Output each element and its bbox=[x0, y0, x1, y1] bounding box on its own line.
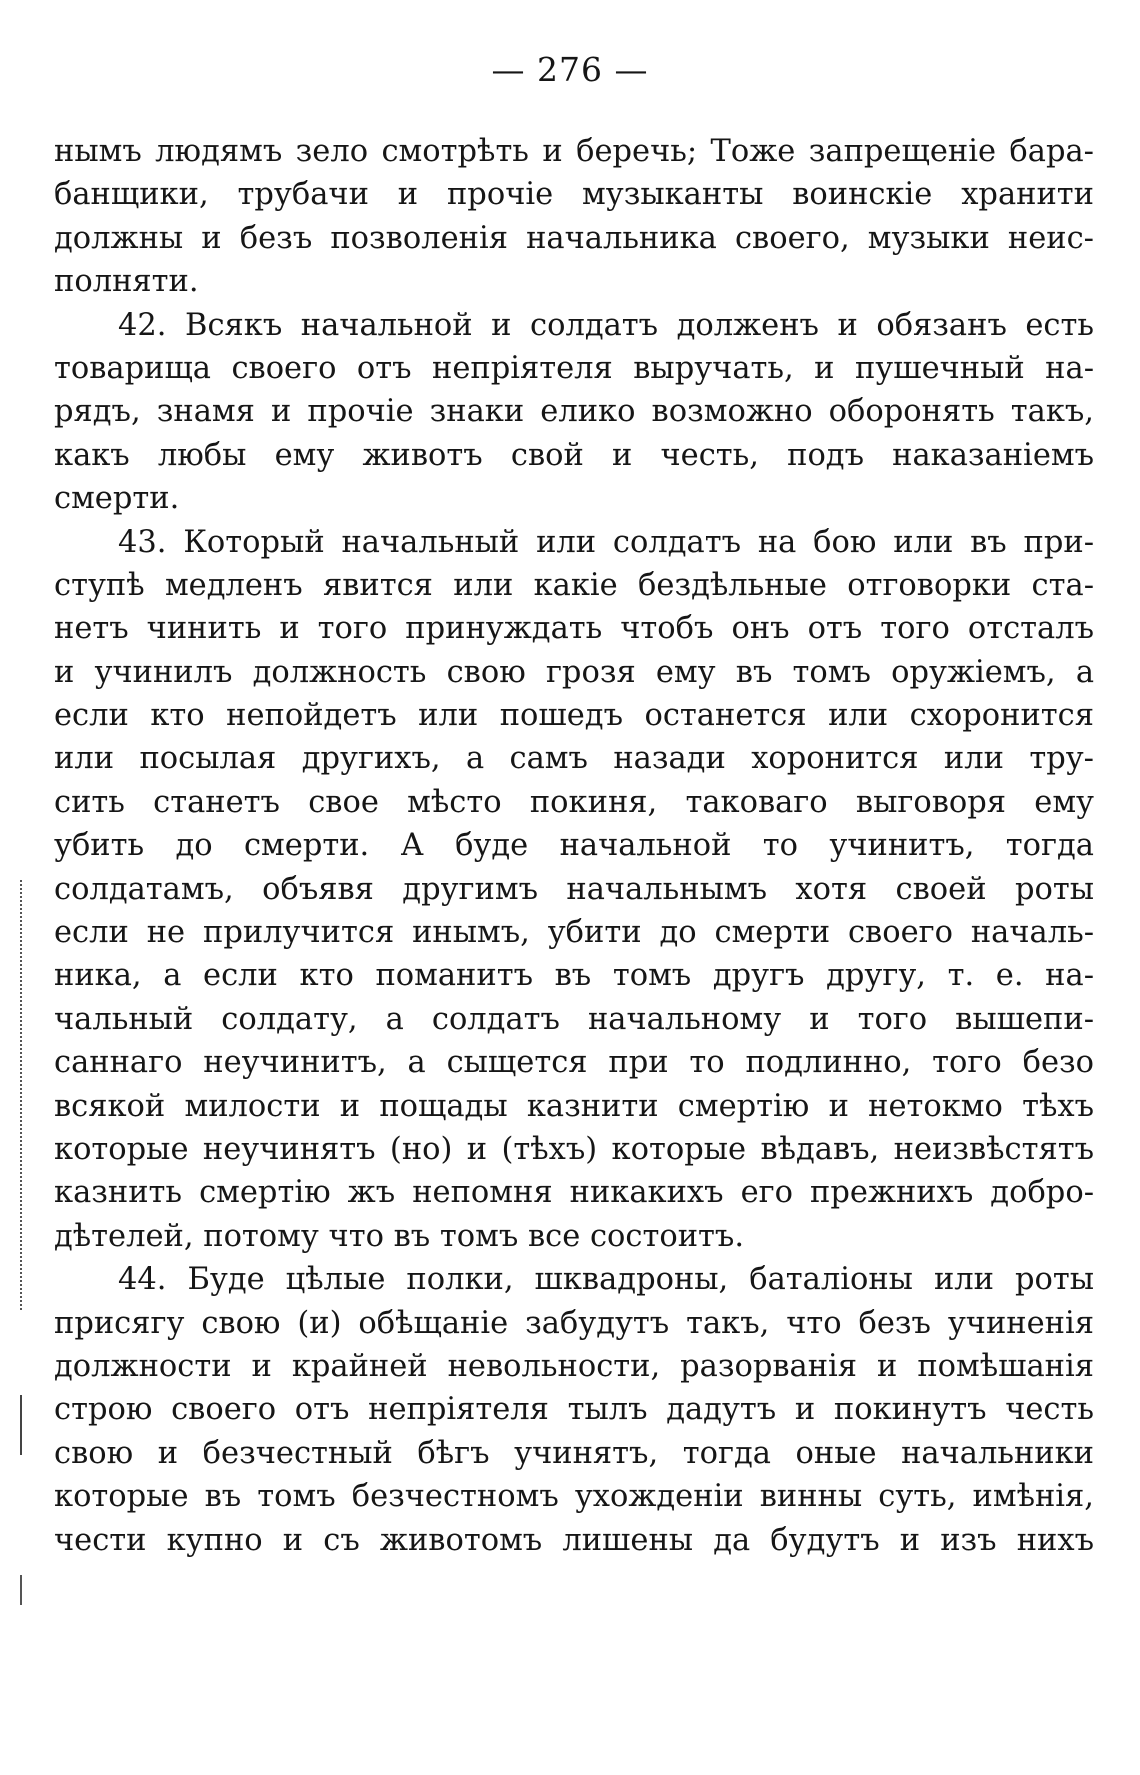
text-line: или посылая другихъ, а самъ назади хоронится или тру- bbox=[54, 741, 1094, 777]
text-line: банщики, трубачи и прочіе музыканты воинскіе хранити bbox=[54, 177, 1094, 213]
text-line: ника, а если кто поманитъ въ томъ другъ другу, т. е. на- bbox=[54, 958, 1094, 994]
text-line: полняти. bbox=[54, 264, 199, 300]
text-line: нетъ чинить и того принуждать чтобъ онъ отъ того отсталъ bbox=[54, 611, 1094, 647]
text-line: чальный солдату, а солдатъ начальному и того вышепи- bbox=[54, 1001, 1094, 1037]
text-line: чести купно и съ животомъ лишены да будутъ и изъ нихъ bbox=[54, 1522, 1094, 1558]
margin-marking bbox=[20, 1395, 36, 1455]
text-line: которые неучинятъ (но) и (тѣхъ) которые вѣдавъ, неизвѣстятъ bbox=[54, 1131, 1094, 1167]
text-line: саннаго неучинитъ, а сыщется при то подлинно, того безо bbox=[54, 1045, 1094, 1081]
text-line: должности и крайней невольности, разорванія и помѣшанія bbox=[54, 1348, 1094, 1384]
text-line: рядъ, знамя и прочіе знаки елико возможно оборонять такъ, bbox=[54, 394, 1094, 430]
text-line: казнить смертію жъ непомня никакихъ его прежнихъ добро- bbox=[54, 1175, 1094, 1211]
text-line: товарища своего отъ непріятеля выручать, и пушечный на- bbox=[54, 350, 1094, 386]
body-text bbox=[54, 130, 1094, 1562]
text-line: всякой милости и пощады казнити смертію и нетокмо тѣхъ bbox=[54, 1088, 1094, 1124]
margin-marking bbox=[20, 1575, 36, 1605]
text-line: если не прилучится инымъ, убити до смерти своего началь- bbox=[54, 915, 1094, 951]
text-line: смерти. bbox=[54, 481, 180, 517]
text-line: какъ любы ему животъ свой и честь, подъ наказаніемъ bbox=[54, 437, 1094, 473]
text-line: и учинилъ должность свою грозя ему въ томъ оружіемъ, а bbox=[54, 654, 1094, 690]
text-line: которые въ томъ безчестномъ ухожденіи винны суть, имѣнія, bbox=[54, 1479, 1094, 1515]
text-line: должны и безъ позволенія начальника своего, музыки неис- bbox=[54, 220, 1094, 256]
text-line: 43. Который начальный или солдатъ на бою или въ при- bbox=[118, 524, 1094, 560]
text-line: ступѣ медленъ явится или какіе бездѣльные отговорки ста- bbox=[54, 567, 1094, 603]
text-line: 42. Всякъ начальной и солдатъ долженъ и обязанъ есть bbox=[118, 307, 1094, 343]
text-line: если кто непойдетъ или пошедъ останется или схоронится bbox=[54, 698, 1094, 734]
text-line: дѣтелей, потому что въ томъ все состоитъ. bbox=[54, 1218, 745, 1254]
text-line: нымъ людямъ зело смотрѣть и беречь; Тоже запрещеніе бара- bbox=[54, 134, 1094, 169]
text-line: присягу свою (и) обѣщаніе забудутъ такъ, что безъ учиненія bbox=[54, 1305, 1094, 1341]
text-line: солдатамъ, объявя другимъ начальнымъ хотя своей роты bbox=[54, 871, 1094, 907]
page-number: — 276 — bbox=[491, 50, 649, 89]
text-line: строю своего отъ непріятеля тылъ дадутъ и покинутъ честь bbox=[54, 1392, 1094, 1428]
text-line: 44. Буде цѣлые полки, шквадроны, баталіоны или роты bbox=[118, 1262, 1094, 1298]
margin-marking bbox=[20, 880, 36, 1310]
text-line: сить станетъ свое мѣсто покиня, таковаго выговоря ему bbox=[54, 784, 1094, 820]
text-line: убить до смерти. А буде начальной то учинитъ, тогда bbox=[54, 828, 1094, 864]
text-line: свою и безчестный бѣгъ учинятъ, тогда оные начальники bbox=[54, 1435, 1094, 1471]
